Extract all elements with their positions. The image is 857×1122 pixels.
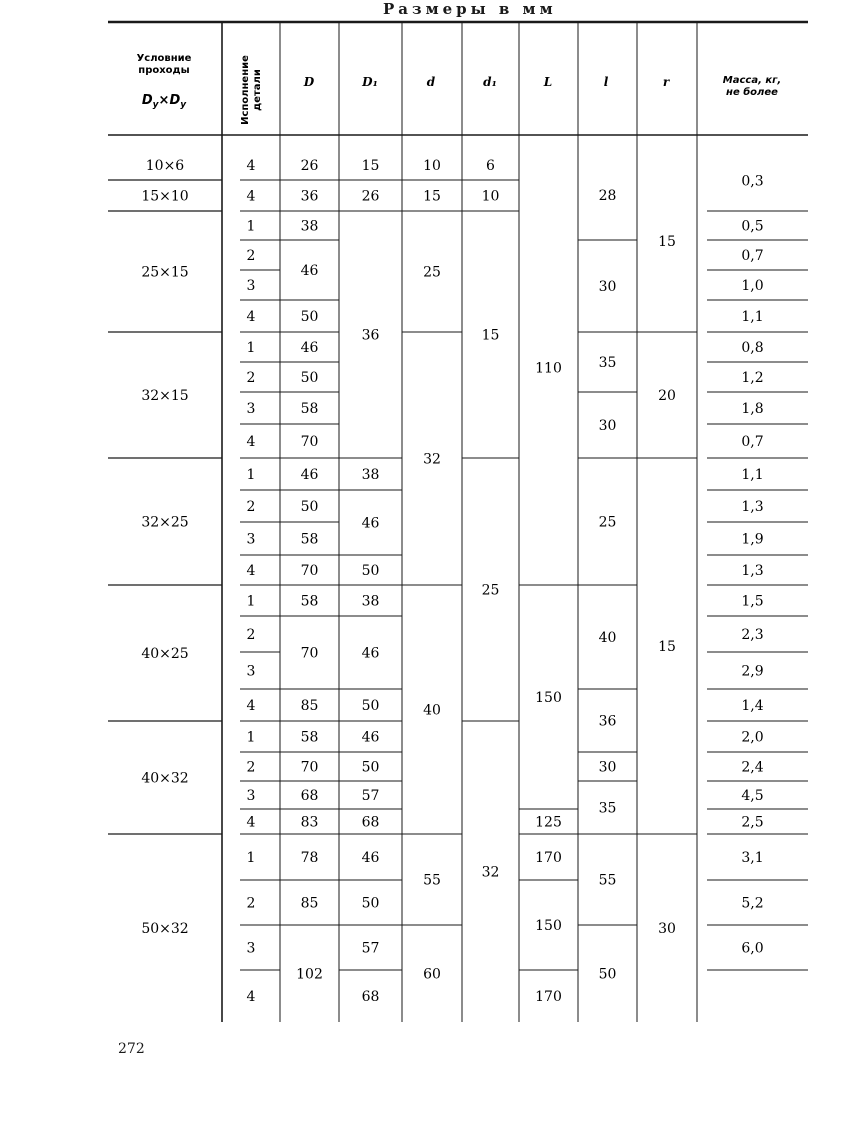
D-cell: 46 — [300, 340, 319, 356]
D1-cell: 36 — [361, 327, 380, 344]
D1-cell: 68 — [361, 989, 380, 1005]
mass-cell: 1,5 — [741, 593, 764, 610]
d-cell: 10 — [423, 158, 441, 174]
mass-cell: 1,1 — [741, 309, 764, 325]
D-cell: 50 — [300, 370, 319, 386]
r-cell: 20 — [658, 388, 676, 404]
variant-cell: 4 — [246, 814, 256, 831]
D-cell: 70 — [300, 645, 319, 662]
l-cell: 55 — [598, 872, 617, 889]
mass-cell: 1,4 — [741, 698, 764, 714]
D1-cell: 46 — [361, 515, 380, 532]
passage-cell: 32×15 — [141, 388, 189, 404]
passage-cell: 15×10 — [141, 188, 189, 205]
l-cell: 36 — [598, 713, 617, 730]
variant-cell: 1 — [246, 729, 256, 746]
header-d1: d₁ — [483, 75, 497, 89]
d1-cell: 25 — [481, 582, 500, 599]
d1-cell: 15 — [481, 327, 500, 344]
variant-cell: 3 — [246, 788, 256, 804]
l-cell: 40 — [598, 630, 617, 646]
mass-cell: 1,3 — [741, 499, 764, 515]
header-passage-line1: Условние — [136, 53, 192, 64]
variant-cell: 2 — [246, 248, 256, 264]
D1-cell: 50 — [361, 563, 380, 579]
variant-cell: 3 — [246, 940, 256, 957]
d1-cell: 10 — [481, 188, 500, 205]
D1-cell: 38 — [361, 467, 380, 483]
mass-cell: 1,2 — [741, 370, 764, 386]
variant-cell: 3 — [246, 401, 256, 417]
D-cell: 58 — [300, 531, 319, 548]
header-l: l — [603, 75, 609, 89]
mass-cell: 4,5 — [741, 788, 764, 804]
mass-cell: 2,3 — [741, 627, 764, 643]
variant-cell: 4 — [246, 188, 256, 205]
passage-cell: 32×25 — [141, 514, 189, 531]
D1-cell: 15 — [361, 158, 380, 174]
mass-cell: 1,3 — [741, 563, 764, 579]
d-cell: 15 — [423, 188, 441, 205]
variant-cell: 2 — [246, 759, 256, 776]
d-cell: 25 — [423, 264, 441, 281]
D1-cell: 38 — [361, 593, 380, 610]
passage-cell: 50×32 — [141, 921, 189, 937]
l-cell: 30 — [598, 418, 617, 434]
l-cell: 30 — [598, 759, 617, 776]
mass-cell: 2,0 — [741, 729, 764, 746]
mass-cell: 3,1 — [741, 850, 764, 866]
r-cell: 15 — [658, 234, 676, 250]
mass-cell: 0,3 — [741, 173, 764, 190]
variant-cell: 4 — [246, 434, 256, 450]
D-cell: 85 — [300, 698, 319, 714]
D1-cell: 46 — [361, 645, 380, 662]
D-cell: 58 — [300, 401, 319, 417]
header-passage-line2: проходы — [138, 65, 190, 76]
variant-cell: 3 — [246, 278, 256, 294]
variant-cell: 4 — [246, 698, 256, 714]
mass-cell: 1,9 — [741, 531, 764, 548]
mass-cell: 1,8 — [741, 401, 764, 417]
D-cell: 46 — [300, 467, 319, 483]
D-cell: 78 — [300, 850, 319, 866]
header-L: L — [543, 75, 553, 89]
header-passage-formula: $D_у\times D_у$ — [141, 93, 187, 110]
table-caption: Размеры в мм — [383, 0, 557, 18]
passage-cell: 40×25 — [141, 646, 189, 662]
d-cell: 55 — [423, 872, 441, 889]
header-variant-line1: Исполнение — [240, 55, 251, 125]
L-cell: 125 — [535, 814, 562, 831]
header-d: d — [426, 75, 436, 89]
D-cell: 36 — [300, 188, 319, 205]
table-rules — [108, 22, 808, 1022]
mass-cell: 5,2 — [741, 895, 764, 912]
header-variant-line2: детали — [252, 69, 263, 111]
L-cell: 170 — [535, 850, 562, 866]
header-r: r — [662, 75, 670, 89]
D1-cell: 50 — [361, 895, 380, 912]
mass-cell: 1,0 — [741, 278, 764, 294]
L-cell: 150 — [535, 918, 562, 934]
l-cell: 35 — [598, 800, 617, 817]
variant-cell: 4 — [246, 309, 256, 325]
D-cell: 70 — [300, 563, 319, 579]
D-cell: 46 — [300, 263, 319, 279]
L-cell: 110 — [535, 360, 562, 377]
D-cell: 38 — [300, 218, 319, 235]
D1-cell: 26 — [361, 188, 380, 205]
table-body — [141, 158, 763, 1005]
mass-cell: 1,1 — [741, 467, 764, 483]
D1-cell: 57 — [361, 940, 380, 957]
page-number: 272 — [118, 1041, 145, 1057]
D1-cell: 68 — [361, 814, 380, 831]
l-cell: 35 — [598, 355, 617, 371]
variant-cell: 2 — [246, 370, 256, 386]
D-cell: 50 — [300, 499, 319, 515]
header-D: D — [303, 75, 315, 89]
d1-cell: 6 — [486, 158, 495, 174]
passage-cell: 25×15 — [141, 264, 189, 281]
variant-cell: 1 — [246, 467, 256, 483]
D-cell: 58 — [300, 729, 319, 746]
D-cell: 83 — [300, 814, 319, 831]
r-cell: 30 — [658, 921, 676, 937]
l-cell: 50 — [598, 966, 617, 983]
d-cell: 40 — [423, 702, 441, 719]
d-cell: 60 — [423, 966, 441, 983]
D-cell: 26 — [300, 158, 319, 174]
L-cell: 150 — [535, 690, 562, 706]
header-mass-line1: Масса, кг, — [722, 75, 782, 86]
D-cell: 50 — [300, 309, 319, 325]
D-cell: 70 — [300, 759, 319, 776]
variant-cell: 1 — [246, 218, 256, 235]
variant-cell: 1 — [246, 593, 256, 610]
variant-cell: 4 — [246, 563, 256, 579]
mass-cell: 0,7 — [741, 434, 764, 450]
d1-cell: 32 — [481, 864, 500, 881]
variant-cell: 1 — [246, 850, 256, 866]
variant-cell: 1 — [246, 340, 256, 356]
mass-cell: 0,7 — [741, 248, 764, 264]
mass-cell: 6,0 — [741, 940, 764, 957]
l-cell: 25 — [598, 514, 617, 531]
D1-cell: 46 — [361, 850, 380, 866]
variant-cell: 2 — [246, 499, 256, 515]
L-cell: 170 — [535, 989, 562, 1005]
table-header — [137, 53, 782, 125]
D-cell: 58 — [300, 593, 319, 610]
D1-cell: 57 — [361, 788, 380, 804]
variant-cell: 3 — [246, 531, 256, 548]
l-cell: 28 — [598, 188, 617, 204]
d-cell: 32 — [423, 451, 441, 468]
D-cell: 102 — [296, 966, 323, 983]
D-cell: 70 — [300, 434, 319, 450]
variant-cell: 2 — [246, 895, 256, 912]
D1-cell: 46 — [361, 729, 380, 746]
D1-cell: 50 — [361, 759, 380, 776]
variant-cell: 4 — [246, 989, 256, 1005]
D-cell: 68 — [300, 788, 319, 804]
header-D1: D₁ — [362, 75, 378, 89]
variant-cell: 4 — [246, 158, 256, 174]
passage-cell: 40×32 — [141, 770, 189, 787]
mass-cell: 0,5 — [741, 218, 764, 235]
D1-cell: 50 — [361, 698, 380, 714]
mass-cell: 0,8 — [741, 340, 764, 356]
mass-cell: 2,9 — [741, 663, 764, 680]
r-cell: 15 — [658, 639, 676, 655]
passage-cell: 10×6 — [145, 158, 185, 174]
mass-cell: 2,5 — [741, 814, 764, 831]
mass-cell: 2,4 — [741, 759, 764, 776]
variant-cell: 2 — [246, 627, 256, 643]
D-cell: 85 — [300, 895, 319, 912]
header-mass-line2: не более — [726, 87, 778, 98]
l-cell: 30 — [598, 279, 617, 295]
variant-cell: 3 — [246, 663, 256, 680]
